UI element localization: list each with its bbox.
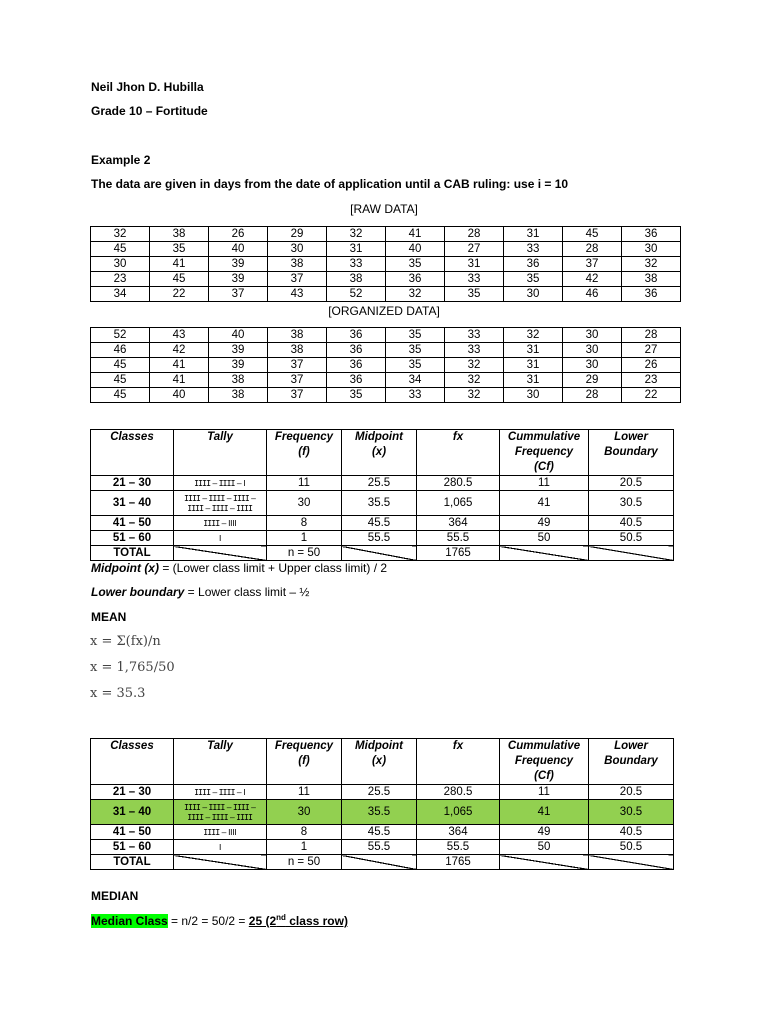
tally-marks: ⵊⵊⵊⵊ – IIII xyxy=(203,518,237,528)
midpoint-cell: 25.5 xyxy=(342,785,417,800)
example-title: Example 2 xyxy=(91,153,151,167)
empty-cell xyxy=(589,855,674,870)
data-cell: 38 xyxy=(327,272,386,287)
header-midpoint xyxy=(342,430,417,476)
data-cell: 22 xyxy=(622,388,681,403)
lower-boundary-cell: 20.5 xyxy=(589,476,674,491)
data-cell: 37 xyxy=(209,287,268,302)
header-tally xyxy=(174,739,267,785)
data-cell: 40 xyxy=(209,242,268,257)
data-cell: 40 xyxy=(209,328,268,343)
tally-marks: ⵊⵊⵊⵊ – ⵊⵊⵊⵊ – I xyxy=(194,787,246,797)
empty-cell xyxy=(342,855,417,870)
class-cell: 51 – 60 xyxy=(91,531,174,546)
header-frequency xyxy=(267,739,342,785)
empty-cell xyxy=(500,546,589,561)
data-cell: 32 xyxy=(386,287,445,302)
mean-formula-1: x = Σ(fx)/n xyxy=(90,634,161,649)
data-cell: 43 xyxy=(150,328,209,343)
data-row xyxy=(91,242,681,257)
header-cumulative-line: (Cf) xyxy=(534,461,554,473)
midpoint-cell: 25.5 xyxy=(342,476,417,491)
header-midpoint-line: (x) xyxy=(371,755,387,767)
header-row xyxy=(91,430,674,476)
median-result-sup: nd xyxy=(276,913,286,922)
data-cell: 39 xyxy=(209,272,268,287)
empty-cell xyxy=(174,546,267,561)
frequency-cell: 1 xyxy=(267,531,342,546)
data-cell: 33 xyxy=(327,257,386,272)
fx-cell: 1,065 xyxy=(417,491,500,516)
midpoint-cell: 45.5 xyxy=(342,825,417,840)
header-frequency-line: (f) xyxy=(298,755,310,767)
data-cell: 31 xyxy=(504,343,563,358)
total-row xyxy=(91,855,674,870)
median-result xyxy=(249,914,348,928)
tally-marks: ⵊⵊⵊⵊ – ⵊⵊⵊⵊ – I xyxy=(194,478,246,488)
midpoint-cell: 55.5 xyxy=(342,531,417,546)
table-row xyxy=(91,800,674,825)
data-cell: 30 xyxy=(563,328,622,343)
header-frequency-line: (f) xyxy=(298,446,310,458)
data-cell: 36 xyxy=(622,227,681,242)
organized-data-title: [ORGANIZED DATA] xyxy=(328,304,440,318)
header-lower-boundary xyxy=(589,739,674,785)
frequency-cell: 11 xyxy=(267,785,342,800)
class-cell: 51 – 60 xyxy=(91,840,174,855)
data-row xyxy=(91,373,681,388)
data-cell: 30 xyxy=(268,242,327,257)
table-row xyxy=(91,785,674,800)
tally-marks: ⵊⵊⵊⵊ – ⵊⵊⵊⵊ – ⵊⵊⵊⵊ – xyxy=(184,493,256,503)
data-cell: 45 xyxy=(563,227,622,242)
midpoint-def-label: Midpoint (x) xyxy=(91,561,159,575)
lower-boundary-cell: 40.5 xyxy=(589,825,674,840)
data-cell: 31 xyxy=(504,358,563,373)
data-cell: 32 xyxy=(91,227,150,242)
median-heading: MEDIAN xyxy=(91,889,139,903)
total-n: n = 50 xyxy=(267,855,342,870)
table-row xyxy=(91,531,674,546)
data-cell: 37 xyxy=(268,373,327,388)
table-row xyxy=(91,840,674,855)
data-cell: 29 xyxy=(268,227,327,242)
header-row xyxy=(91,739,674,785)
student-name: Neil Jhon D. Hubilla xyxy=(91,80,204,94)
empty-cell xyxy=(589,546,674,561)
tally-cell xyxy=(174,785,267,800)
data-cell: 23 xyxy=(622,373,681,388)
header-fx xyxy=(417,430,500,476)
data-cell: 46 xyxy=(91,343,150,358)
data-cell: 42 xyxy=(150,343,209,358)
data-cell: 33 xyxy=(386,388,445,403)
data-row xyxy=(91,328,681,343)
tally-cell xyxy=(174,531,267,546)
data-cell: 45 xyxy=(91,358,150,373)
data-cell: 31 xyxy=(504,373,563,388)
data-cell: 33 xyxy=(504,242,563,257)
data-cell: 26 xyxy=(622,358,681,373)
data-cell: 35 xyxy=(327,388,386,403)
header-cumulative-line: (Cf) xyxy=(534,770,554,782)
data-cell: 35 xyxy=(386,257,445,272)
class-cell: 41 – 50 xyxy=(91,516,174,531)
data-cell: 45 xyxy=(91,373,150,388)
class-cell: 41 – 50 xyxy=(91,825,174,840)
lower-def-label: Lower boundary xyxy=(91,585,185,599)
data-cell: 40 xyxy=(150,388,209,403)
header-lower-boundary xyxy=(589,430,674,476)
data-cell: 45 xyxy=(150,272,209,287)
data-row xyxy=(91,227,681,242)
fx-cell: 280.5 xyxy=(417,785,500,800)
cumulative-cell: 49 xyxy=(500,516,589,531)
data-cell: 22 xyxy=(150,287,209,302)
data-cell: 41 xyxy=(386,227,445,242)
frequency-cell: 8 xyxy=(267,825,342,840)
class-cell: 31 – 40 xyxy=(91,800,174,825)
data-cell: 35 xyxy=(150,242,209,257)
header-fx-line: fx xyxy=(452,740,464,752)
lower-boundary-cell: 40.5 xyxy=(589,516,674,531)
header-tally-line: Tally xyxy=(207,431,233,443)
header-frequency-line: Frequency xyxy=(274,431,334,443)
data-cell: 32 xyxy=(622,257,681,272)
data-cell: 35 xyxy=(386,328,445,343)
header-classes xyxy=(91,739,174,785)
midpoint-definition xyxy=(91,561,387,575)
header-lower-boundary-line: Boundary xyxy=(604,755,658,767)
median-class-label: Median Class xyxy=(91,914,168,928)
header-classes xyxy=(91,430,174,476)
lower-boundary-cell: 50.5 xyxy=(589,531,674,546)
data-cell: 39 xyxy=(209,343,268,358)
data-cell: 32 xyxy=(445,388,504,403)
midpoint-def-text: = (Lower class limit + Upper class limit) / 2 xyxy=(158,561,388,575)
data-cell: 28 xyxy=(563,242,622,257)
data-cell: 31 xyxy=(445,257,504,272)
empty-cell xyxy=(174,855,267,870)
total-row xyxy=(91,546,674,561)
mean-formula-2: x = 1,765/50 xyxy=(90,660,175,675)
data-cell: 35 xyxy=(445,287,504,302)
data-cell: 45 xyxy=(91,388,150,403)
total-fx: 1765 xyxy=(417,546,500,561)
data-cell: 37 xyxy=(563,257,622,272)
fx-cell: 280.5 xyxy=(417,476,500,491)
data-cell: 33 xyxy=(445,328,504,343)
data-cell: 42 xyxy=(563,272,622,287)
data-cell: 39 xyxy=(209,358,268,373)
data-cell: 35 xyxy=(386,343,445,358)
data-cell: 40 xyxy=(386,242,445,257)
fx-cell: 364 xyxy=(417,516,500,531)
frequency-cell: 30 xyxy=(267,491,342,516)
header-midpoint-line: Midpoint xyxy=(355,431,403,443)
header-midpoint-line: Midpoint xyxy=(355,740,403,752)
raw-data-table xyxy=(90,226,681,302)
data-cell: 28 xyxy=(622,328,681,343)
tally-marks: ⵊⵊⵊⵊ – IIII xyxy=(203,827,237,837)
data-row xyxy=(91,272,681,287)
data-cell: 45 xyxy=(91,242,150,257)
grade-line: Grade 10 – Fortitude xyxy=(91,104,208,118)
data-cell: 38 xyxy=(268,257,327,272)
data-cell: 28 xyxy=(445,227,504,242)
data-cell: 30 xyxy=(563,343,622,358)
data-cell: 37 xyxy=(268,272,327,287)
data-cell: 36 xyxy=(622,287,681,302)
total-label: TOTAL xyxy=(91,546,174,561)
data-cell: 37 xyxy=(268,358,327,373)
tally-cell xyxy=(174,476,267,491)
header-cumulative-line: Frequency xyxy=(514,446,574,458)
data-cell: 31 xyxy=(327,242,386,257)
data-cell: 30 xyxy=(622,242,681,257)
header-cumulative-line: Frequency xyxy=(514,755,574,767)
header-cumulative-line: Cummulative xyxy=(507,431,581,443)
data-cell: 30 xyxy=(504,388,563,403)
data-row xyxy=(91,358,681,373)
cumulative-cell: 11 xyxy=(500,476,589,491)
table-row xyxy=(91,825,674,840)
header-fx xyxy=(417,739,500,785)
header-frequency-line: Frequency xyxy=(274,740,334,752)
header-tally-line: Tally xyxy=(207,740,233,752)
header-midpoint-line: (x) xyxy=(371,446,387,458)
raw-data-title: [RAW DATA] xyxy=(350,202,418,216)
data-row xyxy=(91,257,681,272)
total-fx: 1765 xyxy=(417,855,500,870)
tally-marks: ⵊⵊⵊⵊ – ⵊⵊⵊⵊ – ⵊⵊⵊⵊ xyxy=(187,503,253,513)
frequency-cell: 1 xyxy=(267,840,342,855)
cumulative-cell: 50 xyxy=(500,531,589,546)
midpoint-cell: 35.5 xyxy=(342,491,417,516)
median-result-a: 25 (2 xyxy=(248,914,277,928)
data-cell: 52 xyxy=(327,287,386,302)
data-cell: 30 xyxy=(563,358,622,373)
header-cumulative xyxy=(500,430,589,476)
header-lower-boundary-line: Lower xyxy=(614,740,648,752)
lower-boundary-cell: 30.5 xyxy=(589,800,674,825)
fx-cell: 55.5 xyxy=(417,840,500,855)
median-equation: = n/2 = 50/2 = xyxy=(167,914,249,928)
data-cell: 38 xyxy=(150,227,209,242)
tally-marks: ⵊⵊⵊⵊ – ⵊⵊⵊⵊ – ⵊⵊⵊⵊ – xyxy=(184,802,256,812)
data-cell: 34 xyxy=(91,287,150,302)
tally-cell xyxy=(174,825,267,840)
data-cell: 41 xyxy=(150,257,209,272)
cumulative-cell: 11 xyxy=(500,785,589,800)
midpoint-cell: 45.5 xyxy=(342,516,417,531)
organized-data-table xyxy=(90,327,681,403)
median-class-line xyxy=(91,913,348,928)
data-cell: 23 xyxy=(91,272,150,287)
empty-cell xyxy=(342,546,417,561)
data-cell: 27 xyxy=(622,343,681,358)
cumulative-cell: 41 xyxy=(500,491,589,516)
midpoint-cell: 55.5 xyxy=(342,840,417,855)
mean-formula-3: x = 35.3 xyxy=(90,686,146,701)
midpoint-cell: 35.5 xyxy=(342,800,417,825)
data-row xyxy=(91,287,681,302)
data-cell: 36 xyxy=(327,328,386,343)
header-lower-boundary-line: Boundary xyxy=(604,446,658,458)
problem-statement: The data are given in days from the date of application until a CAB ruling: use i = 10 xyxy=(91,177,569,191)
data-cell: 36 xyxy=(327,373,386,388)
empty-cell xyxy=(500,855,589,870)
data-cell: 33 xyxy=(445,272,504,287)
lower-def-text: = Lower class limit – ½ xyxy=(184,585,310,599)
data-cell: 52 xyxy=(91,328,150,343)
lower-boundary-cell: 50.5 xyxy=(589,840,674,855)
data-row xyxy=(91,343,681,358)
data-cell: 32 xyxy=(445,358,504,373)
lower-boundary-cell: 20.5 xyxy=(589,785,674,800)
data-cell: 37 xyxy=(268,388,327,403)
header-frequency xyxy=(267,430,342,476)
total-n: n = 50 xyxy=(267,546,342,561)
data-cell: 36 xyxy=(504,257,563,272)
data-cell: 32 xyxy=(445,373,504,388)
header-classes-line: Classes xyxy=(110,431,154,443)
data-cell: 35 xyxy=(504,272,563,287)
data-cell: 38 xyxy=(209,388,268,403)
tally-cell xyxy=(174,840,267,855)
table-row xyxy=(91,516,674,531)
tally-marks: ⵊⵊⵊⵊ – ⵊⵊⵊⵊ – ⵊⵊⵊⵊ xyxy=(187,812,253,822)
tally-marks: I xyxy=(218,842,222,852)
frequency-cell: 8 xyxy=(267,516,342,531)
table-row xyxy=(91,491,674,516)
data-cell: 38 xyxy=(622,272,681,287)
data-cell: 26 xyxy=(209,227,268,242)
mean-heading: MEAN xyxy=(91,610,127,624)
data-cell: 39 xyxy=(209,257,268,272)
data-row xyxy=(91,388,681,403)
class-cell: 21 – 30 xyxy=(91,476,174,491)
frequency-table xyxy=(90,429,674,561)
data-cell: 29 xyxy=(563,373,622,388)
data-cell: 34 xyxy=(386,373,445,388)
header-classes-line: Classes xyxy=(110,740,154,752)
frequency-cell: 30 xyxy=(267,800,342,825)
frequency-table-median xyxy=(90,738,674,870)
data-cell: 28 xyxy=(563,388,622,403)
data-cell: 27 xyxy=(445,242,504,257)
data-cell: 38 xyxy=(209,373,268,388)
data-cell: 41 xyxy=(150,358,209,373)
header-lower-boundary-line: Lower xyxy=(614,431,648,443)
fx-cell: 1,065 xyxy=(417,800,500,825)
data-cell: 35 xyxy=(386,358,445,373)
class-cell: 21 – 30 xyxy=(91,785,174,800)
data-cell: 30 xyxy=(504,287,563,302)
class-cell: 31 – 40 xyxy=(91,491,174,516)
frequency-cell: 11 xyxy=(267,476,342,491)
tally-cell xyxy=(174,800,267,825)
header-tally xyxy=(174,430,267,476)
cumulative-cell: 49 xyxy=(500,825,589,840)
cumulative-cell: 50 xyxy=(500,840,589,855)
data-cell: 31 xyxy=(504,227,563,242)
data-cell: 41 xyxy=(150,373,209,388)
data-cell: 38 xyxy=(268,328,327,343)
data-cell: 36 xyxy=(327,343,386,358)
header-cumulative xyxy=(500,739,589,785)
header-fx-line: fx xyxy=(452,431,464,443)
data-cell: 32 xyxy=(327,227,386,242)
data-cell: 43 xyxy=(268,287,327,302)
data-cell: 36 xyxy=(386,272,445,287)
data-cell: 46 xyxy=(563,287,622,302)
data-cell: 32 xyxy=(504,328,563,343)
tally-cell xyxy=(174,516,267,531)
lower-boundary-definition xyxy=(91,585,309,599)
fx-cell: 55.5 xyxy=(417,531,500,546)
data-cell: 38 xyxy=(268,343,327,358)
data-cell: 33 xyxy=(445,343,504,358)
header-cumulative-line: Cummulative xyxy=(507,740,581,752)
tally-marks: I xyxy=(218,533,222,543)
header-midpoint xyxy=(342,739,417,785)
tally-cell xyxy=(174,491,267,516)
cumulative-cell: 41 xyxy=(500,800,589,825)
median-result-b: class row) xyxy=(285,914,348,928)
lower-boundary-cell: 30.5 xyxy=(589,491,674,516)
fx-cell: 364 xyxy=(417,825,500,840)
data-cell: 30 xyxy=(91,257,150,272)
table-row xyxy=(91,476,674,491)
data-cell: 36 xyxy=(327,358,386,373)
total-label: TOTAL xyxy=(91,855,174,870)
